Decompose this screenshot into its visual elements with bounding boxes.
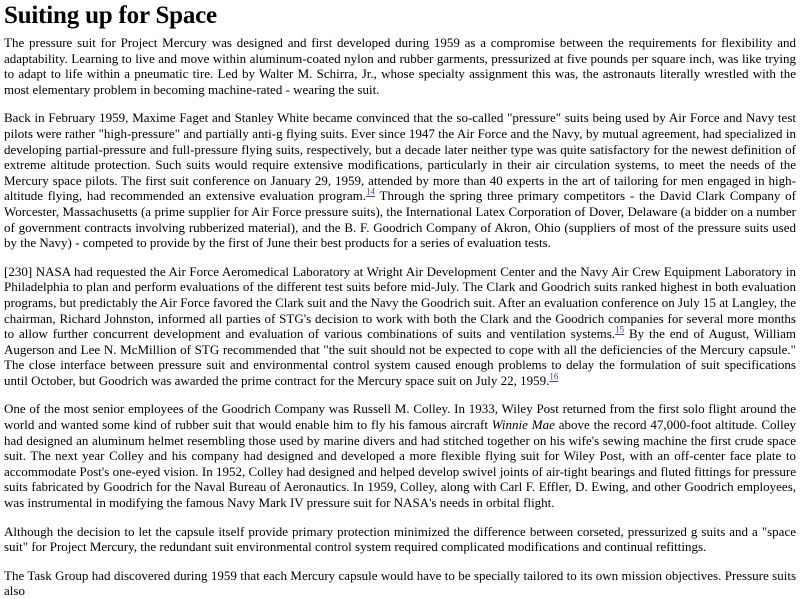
- paragraph-colley: [4, 401, 796, 510]
- paragraph-history-text-after-footnote: Through the spring three primary competitors - the David Clark Company of Worcester, Massachusetts (a prime supplier for Air Force pressure suits), the International Latex Corporation of Dover, Delaware (a bidder on a number of government contracts involving rubberized material), and the B. F. Goodrich Company of Akron, Ohio (suppliers of most of the pressure suits used by the Navy) - competed to provide by the first of June their best products for a series of evaluation tests.: [4, 188, 797, 251]
- paragraph-history: [4, 110, 796, 250]
- paragraph-capsule-protection-text: Although the decision to let the capsule itself provide primary protection minimized the difference between corseted, pressurized g suits and a "space suit" for Project Mercury, the redundant suit environmental control system required complicated modifications and continual refittings.: [4, 523, 796, 555]
- paragraph-intro: [4, 35, 796, 97]
- aircraft-name-emphasis: Winnie Mae: [491, 417, 555, 433]
- paragraph-task-group-text: The Task Group had discovered during 1959 that each Mercury capsule would have to be specially tailored to its own mission objectives. Pressure suits also: [4, 567, 796, 599]
- footnote-link-15[interactable]: 15: [615, 324, 625, 335]
- footnote-link-16[interactable]: 16: [549, 371, 559, 382]
- paragraph-evaluations-text-after-footnote: By the end of August, William Augerson and Lee N. McMillion of STG recommended that "the suit should not be expected to cope with all the deficiencies of the Mercury capsule." The close interface between pressure suit and environmental control system caused enough problems to delay the formulation of suit specifications until October, but Goodrich was awarded the prime contract for the Mercury space suit on July 22, 1959.: [4, 326, 796, 388]
- page-title: Suiting up for Space: [4, 2, 217, 29]
- paragraph-colley-text-part1: One of the most senior employees of the Goodrich Company was Russell M. Colley. In 1933, Wiley Post returned from the first solo flight around the world and wanted some kind of rubber suit that would enable him to fly his famous aircraft: [4, 401, 796, 433]
- paragraph-task-group: [4, 568, 796, 599]
- paragraph-colley-text-part2: above the record 47,000-foot altitude. Colley had designed an aluminum helmet resembling those used by marine divers and had stitched together on his wife's sewing machine the first crude space suit. The next year Colley and his company had designed and developed a more flexible flying suit for Wiley Post, with an off-center face plate to accommodate Post's one-eyed vision. In 1952, Colley had designed and helped develop swivel joints of air-tight bearings and fluted fittings for pressure suits fabricated by Goodrich for the Naval Bureau of Aeronautics. In 1959, Colley, along with Carl F. Effler, D. Ewing, and other Goodrich employees, was instrumental in modifying the famous Navy Mark IV pressure suit for NASA's needs in orbital flight.: [4, 417, 796, 511]
- paragraph-history-text-before-footnote: Back in February 1959, Maxime Faget and Stanley White became convinced that the so-called "pressure" suits being used by Air Force and Navy test pilots were rather "high-pressure" and partially anti-g flying suits. Ever since 1947 the Air Force and the Navy, by mutual agreement, had specialized in developing partial-pressure and full-pressure flying suits, respectively, but a decade later neither type was quite satisfactory for the newest definition of extreme altitude protection. Such suits would require extensive modifications, particularly in their air circulation systems, to meet the needs of the Mercury space pilots. The first suit conference on January 29, 1959, attended by more than 40 experts in the art of tailoring for men engaged in high-altitude flying, had recommended an extensive evaluation program.: [4, 110, 796, 204]
- paragraph-capsule-protection: [4, 524, 796, 555]
- footnote-link-14[interactable]: 14: [365, 187, 375, 198]
- paragraph-evaluations-text-before-footnote: [230] NASA had requested the Air Force Aeromedical Laboratory at Wright Air Development Center and the Navy Air Crew Equipment Laboratory in Philadelphia to plan and perform evaluations of the different test suits before mid-July. The Clark and Goodrich suits ranked highest in both evaluation programs, but predictably the Air Force favored the Clark suit and the Navy the Goodrich suit. After an evaluation conference on July 15 at Langley, the chairman, Richard Johnston, informed all parties of STG's decision to work with both the Clark and the Goodrich companies for several more months to allow further concurrent development and evaluation of various combinations of suits and ventilation systems.: [4, 263, 796, 342]
- paragraph-intro-text: The pressure suit for Project Mercury was designed and first developed during 1959 as a compromise between the requirements for flexibility and adaptability. Learning to live and move within aluminum-coated nylon and rubber garments, pressurized at five pounds per square inch, was like trying to adapt to life within a pneumatic tire. Led by Walter M. Schirra, Jr., whose specialty assignment this was, the astronauts literally wrestled with the most elementary problem in becoming machine-rated - wearing the suit.: [4, 35, 796, 97]
- paragraph-evaluations: [4, 264, 796, 389]
